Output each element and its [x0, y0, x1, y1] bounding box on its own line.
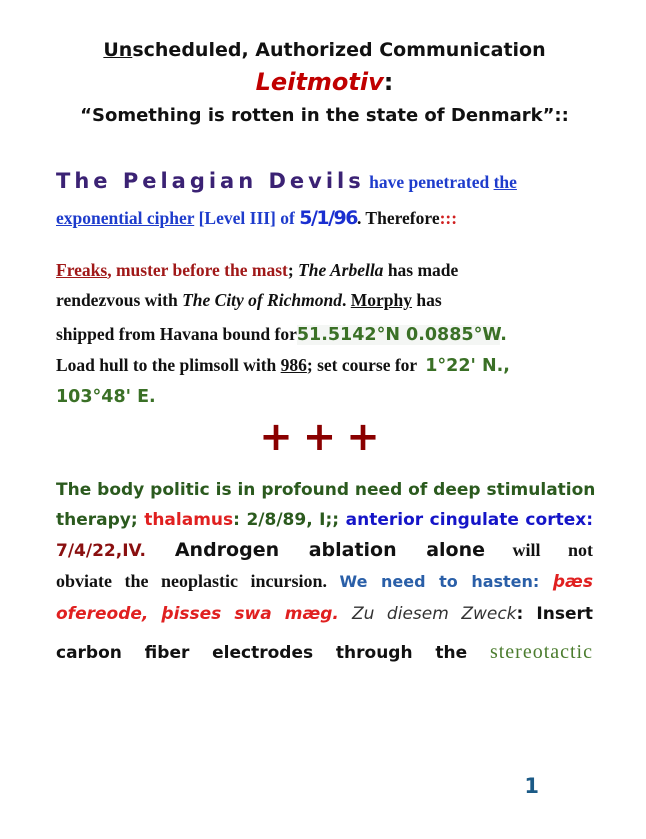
para3-text-will-not: will not — [485, 540, 593, 560]
para3-line-3 — [56, 535, 593, 566]
para3-line-2 — [56, 505, 593, 535]
para2-text-3: has made — [383, 260, 459, 280]
old-english-1: þæs — [552, 572, 593, 592]
para2-text-2: ; — [287, 260, 299, 280]
para1-text-2: [Level III] of — [194, 208, 300, 228]
para2-text-9: Load hull to the plimsoll with — [56, 355, 281, 375]
header-line-2 — [56, 68, 593, 96]
header-title: scheduled, Authorized Communication — [132, 39, 546, 61]
old-english-2: ofereode, þisses swa mæg. — [56, 604, 352, 624]
para3-line-4 — [56, 566, 593, 598]
para2-text-6: has — [412, 290, 442, 310]
neoplastic-text: obviate the neoplastic incursion. — [56, 571, 340, 591]
freaks-word: Freaks — [56, 260, 108, 280]
header-quote: “Something is rotten in the state of Denmark”:: — [80, 105, 569, 126]
coordinate-1: 51.5142°N 0.0885°W — [296, 325, 501, 345]
paragraph-3 — [56, 476, 596, 675]
hasten-text: We need to hasten: — [339, 572, 553, 591]
para2-text-5: . — [342, 290, 351, 310]
document-page — [56, 0, 596, 839]
german-phrase: Zu diesem Zweck — [351, 604, 517, 624]
richmond-name: The City of Richmond — [182, 290, 343, 310]
para3-line-5 — [56, 598, 593, 630]
para1-colons: ::: — [439, 208, 458, 228]
paragraph-1 — [56, 163, 593, 236]
para2-text-7: shipped from Havana bound for — [56, 324, 297, 344]
thalamus-date: : 2/8/89, I;; — [233, 510, 346, 530]
para1-underlined-cipher: exponential cipher — [56, 208, 195, 228]
cingulate-date: 7/4/22,IV. — [56, 541, 175, 561]
leitmotiv-label: Leitmotiv — [255, 68, 384, 96]
coordinate-2-lon: 103°48' E. — [56, 387, 156, 407]
para2-text-8: . — [500, 325, 507, 345]
para3-line-6 — [56, 630, 593, 675]
cross-symbols: +++ — [259, 414, 390, 460]
thalamus-term: thalamus — [144, 510, 234, 530]
cingulate-term: anterior cingulate cortex: — [345, 510, 593, 530]
stereotactic-word: stereotactic — [489, 641, 593, 663]
coordinate-2-lat: 1°22' N., — [425, 356, 510, 376]
para2-text-4: rendezvous with — [56, 290, 183, 310]
header-underlined-prefix: Un — [103, 39, 133, 61]
electrodes-text: carbon fiber electrodes through the — [56, 643, 490, 663]
para1-underlined-the: the — [493, 172, 517, 192]
leitmotiv-colon: : — [383, 68, 394, 96]
header-line-1 — [56, 39, 593, 61]
para1-text-1: have penetrated — [364, 172, 494, 192]
para1-text-3: . Therefore — [356, 208, 440, 228]
androgen-phrase: Androgen ablation alone — [174, 539, 486, 561]
para1-date: 5/1/96 — [299, 207, 357, 229]
para3-line-1: The body politic is in profound need of deep stimulation — [56, 480, 596, 500]
para2-text-10: ; set course for — [306, 355, 422, 375]
para2-text-1: , muster before the mast — [107, 260, 288, 280]
plimsoll-number: 986 — [280, 355, 307, 375]
therapy-text: therapy; — [56, 510, 145, 530]
insert-text: : Insert — [516, 604, 593, 624]
morphy-name: Morphy — [350, 290, 413, 310]
arbella-name: The Arbella — [298, 260, 384, 280]
pelagian-devils: The Pelagian Devils — [56, 169, 365, 193]
paragraph-2 — [56, 255, 593, 411]
page-number: 1 — [524, 774, 539, 798]
